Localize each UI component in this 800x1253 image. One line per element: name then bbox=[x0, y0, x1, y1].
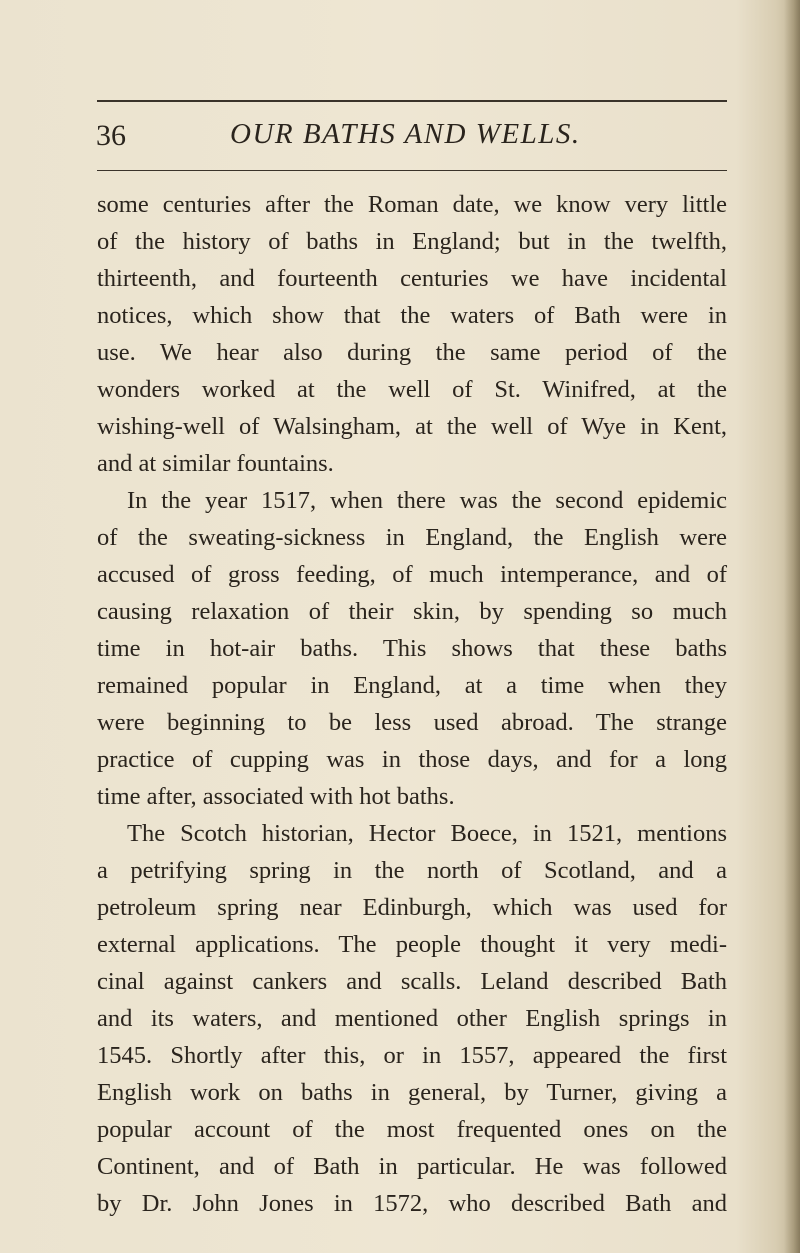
text-line: English work on baths in general, by Turner, giving a bbox=[97, 1079, 727, 1106]
text-line: causing relaxation of their skin, by spending so much bbox=[97, 598, 727, 625]
header-rule-bottom bbox=[97, 170, 727, 171]
body-text bbox=[97, 186, 727, 1222]
text-line: remained popular in England, at a time when they bbox=[97, 672, 727, 699]
page-edge-shadow bbox=[784, 0, 800, 1253]
text-line: popular account of the most frequented ones on the bbox=[97, 1116, 727, 1143]
text-line: 1545. Shortly after this, or in 1557, appeared the first bbox=[97, 1042, 727, 1069]
page-number: 36 bbox=[96, 119, 126, 152]
text-line: notices, which show that the waters of Bath were in bbox=[97, 302, 727, 329]
text-line: petroleum spring near Edinburgh, which was used for bbox=[97, 894, 727, 921]
text-line: wishing-well of Walsingham, at the well of Wye in Kent, bbox=[97, 413, 727, 440]
text-line: thirteenth, and fourteenth centuries we have incidental bbox=[97, 265, 727, 292]
running-head: OUR BATHS AND WELLS. bbox=[230, 118, 581, 150]
text-line: wonders worked at the well of St. Winifred, at the bbox=[97, 376, 727, 403]
text-line: cinal against cankers and scalls. Leland described Bath bbox=[97, 968, 727, 995]
text-line: of the history of baths in England; but in the twelfth, bbox=[97, 228, 727, 255]
text-line: use. We hear also during the same period of the bbox=[97, 339, 727, 366]
text-line: time in hot-air baths. This shows that these baths bbox=[97, 635, 727, 662]
text-line: Continent, and of Bath in particular. He was followed bbox=[97, 1153, 727, 1180]
text-line: time after, associated with hot baths. bbox=[97, 783, 455, 810]
text-line: of the sweating-sickness in England, the English were bbox=[97, 524, 727, 551]
text-line: In the year 1517, when there was the second epidemic bbox=[127, 487, 727, 514]
text-line: by Dr. John Jones in 1572, who described Bath and bbox=[97, 1190, 727, 1217]
text-line: were beginning to be less used abroad. The strange bbox=[97, 709, 727, 736]
text-line: external applications. The people thought it very medi- bbox=[97, 931, 727, 958]
header-rule-top bbox=[97, 100, 727, 102]
text-line: accused of gross feeding, of much intemperance, and of bbox=[97, 561, 727, 588]
text-line: a petrifying spring in the north of Scotland, and a bbox=[97, 857, 727, 884]
text-line: and its waters, and mentioned other English springs in bbox=[97, 1005, 727, 1032]
text-line: practice of cupping was in those days, and for a long bbox=[97, 746, 727, 773]
text-line: The Scotch historian, Hector Boece, in 1521, mentions bbox=[127, 820, 727, 847]
text-line: and at similar fountains. bbox=[97, 450, 334, 477]
text-line: some centuries after the Roman date, we know very little bbox=[97, 191, 727, 218]
